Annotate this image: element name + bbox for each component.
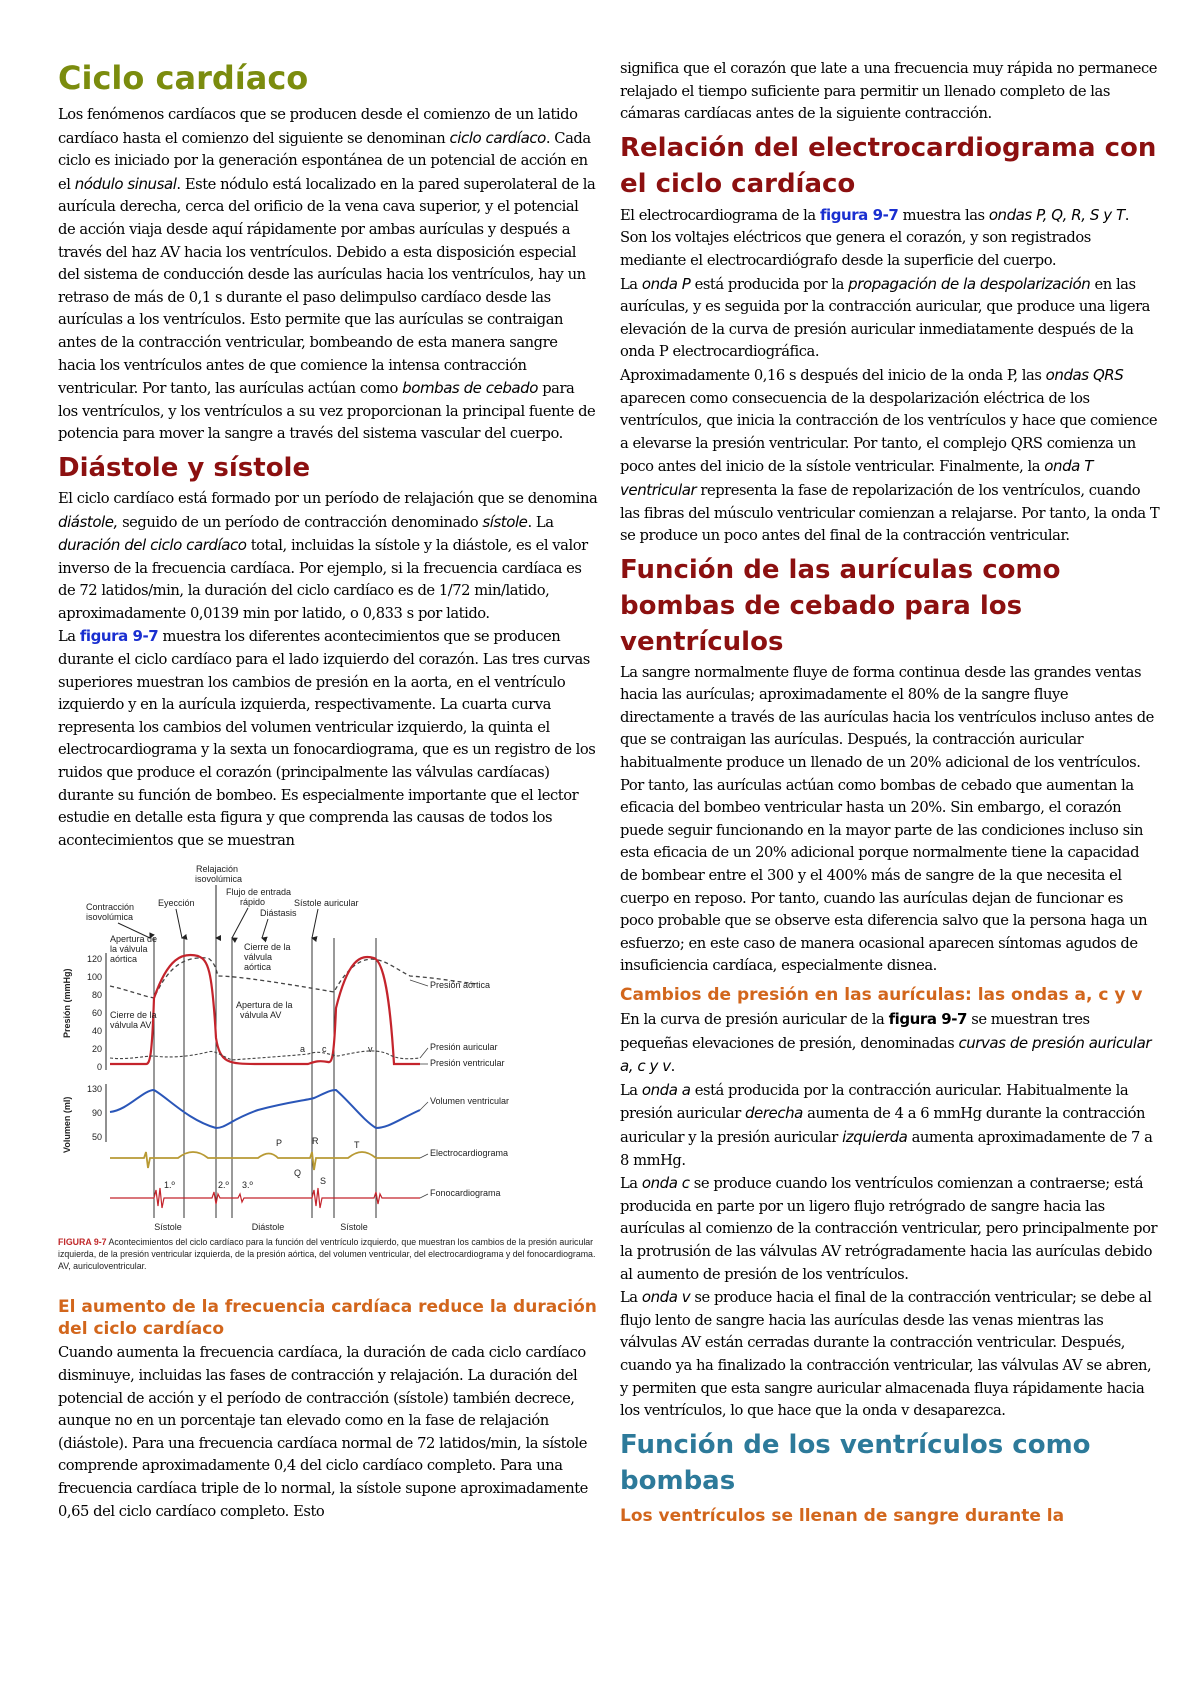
tick-120: 120 [86, 954, 102, 965]
tick-vol-50: 50 [91, 1132, 102, 1143]
right-column [620, 58, 1160, 1529]
axis-label-volumen: Volumen (ml) [62, 1097, 72, 1154]
label-electrocardiograma: Electrocardiograma [430, 1148, 509, 1159]
label-rapido: rápido [240, 897, 266, 908]
label-cierre-av-1: Cierre de la [110, 1010, 157, 1021]
figure-reference-link[interactable]: figura 9-7 [819, 205, 899, 224]
tick-60: 60 [91, 1008, 102, 1019]
paragraph-continuacion: significa que el corazón que late a una frecuencia muy rápida no permanece relajado el tiempo suficiente para permitir un llenado completo de las cámaras cardíacas antes de la siguiente contracción. [620, 60, 1158, 123]
heading-funcion-auriculas: Función de las aurículas como bombas de cebado para los ventrículos [620, 554, 1061, 657]
tick-0: 0 [96, 1062, 102, 1073]
curve-electrocardiograma [110, 1152, 420, 1170]
label-apertura-av-2: válvula AV [240, 1010, 282, 1021]
ecg-S: S [320, 1176, 327, 1187]
ecg-R: R [312, 1136, 319, 1147]
tick-100: 100 [86, 972, 102, 983]
label-cierre-aortica-2: válvula [244, 952, 273, 963]
paragraph-onda-v: La onda v se produce hacia el final de la contracción ventricular; se debe al flujo lento de sangre hacia las aurículas desde las venas mientras las válvulas AV están cerradas durante la contracción ventricular. Después, cuando ya ha finalizado la contracción ventricular, las válvulas AV se abren, y permiten que esta sangre auricular almacenada fluya rápidamente hacia los ventrículos, lo que hace que la onda v desaparezca. [620, 1288, 1152, 1420]
label-presion-aortica: Presión aórtica [430, 980, 491, 991]
label-sistole-2: Sístole [340, 1222, 368, 1233]
paragraph-frecuencia: Cuando aumenta la frecuencia cardíaca, la duración de cada ciclo cardíaco disminuye, incluidas las fases de contracción y relajación. La duración del potencial de acción y el período de contracción (sístole) también decrece, aunque no en un porcentaje tan elevado como en la fase de relajación (diástole). Para una frecuencia cardíaca normal de 72 latidos/min, la sístole comprende aproximadamente 0,4 del ciclo cardíaco completo. Para una frecuencia cardíaca triple de lo normal, la sístole supone aproximadamente 0,65 del ciclo cardíaco completo. Esto [58, 1344, 588, 1520]
tick-20: 20 [91, 1044, 102, 1055]
label-apertura-aortica-3: aórtica [110, 954, 138, 965]
label-fonocardiograma: Fonocardiograma [430, 1188, 501, 1199]
tick-80: 80 [91, 990, 102, 1001]
label-flujo: Flujo de entrada [226, 887, 292, 898]
label-contraccion: Contracción [86, 902, 135, 913]
sound-3: 3.º [242, 1180, 253, 1191]
label-relajacion: Relajación [196, 864, 239, 875]
label-cierre-aortica-1: Cierre de la [244, 942, 291, 953]
curve-volumen-ventricular [110, 1090, 420, 1128]
ecg-P: P [276, 1138, 283, 1149]
paragraph-ondas-qrs: Aproximadamente 0,16 s después del inicio de la onda P, las ondas QRS aparecen como consecuencia de la despolarización eléctrica de los ventrículos, que inicia la contracción de los ventrículos y hace que comience a elevarse la presión ventricular. Por tanto, el complejo QRS comienza un poco antes del inicio de la sístole ventricular. Finalmente, la onda T ventricular representa la fase de repolarización de los ventrículos, cuando las fibras del músculo ventricular comienzan a relajarse. Por tanto, la onda T se produce un poco antes del final de la contracción ventricular. [620, 365, 1160, 545]
figure-reference-link[interactable]: figura 9-7 [79, 627, 159, 646]
paragraph-onda-a: La onda a está producida por la contracción auricular. Habitualmente la presión auricular derecha aumenta de 4 a 6 mmHg durante la contracción auricular y la presión auricular izquierda aumenta aproximadamente de 7 a 8 mmHg. [620, 1080, 1153, 1169]
title-ciclo-cardiaco: Ciclo cardíaco [58, 59, 309, 97]
figure-reference: figura 9-7 [888, 1010, 968, 1028]
wave-a: a [300, 1044, 306, 1055]
curve-presion-auricular [110, 1051, 420, 1060]
label-cierre-aortica-3: aórtica [244, 962, 272, 973]
label-volumen-ventricular: Volumen ventricular [430, 1096, 510, 1107]
curve-presion-aortica [110, 958, 478, 998]
paragraph-ecg: El electrocardiograma de la figura 9-7 muestra las ondas P, Q, R, S y T. Son los voltajes eléctricos que genera el corazón, y son registrados mediante el electrocardiógrafo desde la superficie del cuerpo. [620, 205, 1129, 269]
label-apertura-aortica-2: la válvula [110, 944, 148, 955]
label-isovolumica-top: isovolúmica [195, 874, 243, 885]
sound-1: 1.º [164, 1180, 175, 1191]
label-diastasis: Diástasis [260, 908, 297, 919]
heading-funcion-ventriculos: Función de los ventrículos como bombas [620, 1429, 1091, 1496]
tick-vol-90: 90 [91, 1108, 102, 1119]
paragraph-figura-intro: La figura 9-7 muestra los diferentes acontecimientos que se producen durante el ciclo cardíaco para el lado izquierdo del corazón. Las tres curvas superiores muestran los cambios de presión en la aorta, en el ventrículo izquierdo y en la aurícula izquierda, respectivamente. La cuarta curva representa los cambios del volumen ventricular izquierdo, la quinta el electrocardiograma y la sexta un fonocardiograma, que es un registro de los ruidos que produce el corazón (principalmente las válvulas cardíacas) durante su función de bombeo. Es especialmente importante que el lector estudie en detalle esta figura y que comprenda las causas de todos los acontecimientos que se muestran [58, 627, 596, 849]
figure-cardiac-cycle [58, 858, 598, 1288]
label-sistole-1: Sístole [154, 1222, 182, 1233]
label-apertura-aortica-1: Apertura de [110, 934, 158, 945]
paragraph-diastole: El ciclo cardíaco está formado por un período de relajación que se denomina diástole, seguido de un período de contracción denominado sístole. La duración del ciclo cardíaco total, incluidas la sístole y la diástole, es el valor inverso de la frecuencia cardíaca. Por ejemplo, si la frecuencia cardíaca es de 72 latidos/min, la duración del ciclo cardíaco es de 1/72 min/latido, aproximadamente 0,0139 min por latido, o 0,833 s por latido. [58, 489, 598, 622]
label-diastole: Diástole [251, 1222, 285, 1233]
wave-v: v [368, 1044, 373, 1055]
ecg-T: T [354, 1140, 360, 1151]
heading-aumento-frecuencia: El aumento de la frecuencia cardíaca reduce la duración del ciclo cardíaco [58, 1297, 597, 1340]
axis-label-presion: Presión (mmHg) [62, 968, 72, 1039]
heading-ventriculos-llenan: Los ventrículos se llenan de sangre durante la [620, 1505, 1065, 1526]
paragraph-onda-c: La onda c se produce cuando los ventrículos comienzan a contraerse; está producida en parte por un ligero flujo retrógrado de sangre hacia las aurículas al comienzo de la contracción ventricular, pero principalmente por la protrusión de las válvulas AV retrógradamente hacia las aurículas debido al aumento de presión de los ventrículos. [620, 1174, 1158, 1283]
heading-cambios-presion: Cambios de presión en las aurículas: las ondas a, c y v [620, 985, 1143, 1005]
wave-c: c [322, 1044, 327, 1055]
tick-vol-130: 130 [86, 1084, 102, 1095]
ecg-Q: Q [294, 1168, 302, 1179]
paragraph-onda-p: La onda P está producida por la propagación de la despolarización en las aurículas, y es seguida por la contracción auricular, que produce una ligera elevación de la curva de presión auricular inmediatamente después de la onda P electrocardiográfica. [620, 274, 1150, 361]
label-apertura-av-1: Apertura de la [236, 1000, 293, 1011]
left-column [58, 58, 598, 1523]
label-isovolumica-left: isovolúmica [86, 912, 134, 923]
cardiac-cycle-diagram [58, 858, 598, 1236]
curve-fonocardiograma [110, 1188, 420, 1208]
figure-caption: FIGURA 9-7 Acontecimientos del ciclo cardíaco para la función del ventrículo izquierdo, que muestran los cambios de la presión auricular izquierda, de la presión ventricular izquierda, de la presión aórtica, del volumen ventricular, del electrocardiograma y del fonocardiograma. AV, auriculoventricular. [58, 1237, 596, 1272]
label-cierre-av-2: válvula AV [110, 1020, 152, 1031]
tick-40: 40 [91, 1026, 102, 1037]
heading-relacion-ecg: Relación del electrocardiograma con el ciclo cardíaco [620, 132, 1157, 199]
label-presion-auricular: Presión auricular [430, 1042, 498, 1053]
paragraph-auriculas: La sangre normalmente fluye de forma continua desde las grandes ventas hacia las aurículas; aproximadamente el 80% de la sangre fluye directamente a través de las aurículas hacia los ventrículos incluso antes de que se contraigan las aurículas. Después, la contracción auricular habitualmente produce un llenado de un 20% adicional de los ventrículos. Por tanto, las aurículas actúan como bombas de cebado que aumentan la eficacia del bombeo ventricular hasta un 20%. Sin embargo, el corazón puede seguir funcionando en la mayor parte de las condiciones incluso sin esta eficacia de un 20% adicional porque normalmente tiene la capacidad de bombear entre el 300 y el 400% más de sangre de la que necesita el cuerpo en reposo. Por tanto, cuando las aurículas dejan de funcionar es poco probable que se observe esta diferencia salvo que la persona haga un esfuerzo; en este caso de manera ocasional aparecen síntomas agudos de insuficiencia cardíaca, especialmente disnea. [620, 663, 1154, 975]
label-presion-ventricular: Presión ventricular [430, 1058, 505, 1069]
heading-diastole-sistole: Diástole y sístole [58, 452, 311, 483]
label-sistole-auricular: Sístole auricular [294, 898, 359, 909]
paragraph-curvas-presion: En la curva de presión auricular de la figura 9-7 se muestran tres pequeñas elevaciones de presión, denominadas curvas de presión auricular a, c y v. [620, 1010, 1152, 1076]
label-eyeccion: Eyección [158, 898, 195, 909]
paragraph-intro: Los fenómenos cardíacos que se producen desde el comienzo de un latido cardíaco hasta el comienzo del siguiente se denominan ciclo cardíaco. Cada ciclo es iniciado por la generación espontánea de un potencial de acción en el nódulo sinusal. Este nódulo está localizado en la pared superolateral de la aurícula derecha, cerca del orificio de la vena cava superior, y el potencial de acción viaja desde aquí rápidamente por ambas aurículas y después a través del haz AV hacia los ventrículos. Debido a esta disposición especial del sistema de conducción desde las aurículas hacia los ventrículos, hay un retraso de más de 0,1 s durante el paso delimpulso cardíaco desde las aurículas a los ventrículos. Esto permite que las aurículas se contraigan antes de la contracción ventricular, bombeando de esta manera sangre hacia los ventrículos antes de que comience la intensa contracción ventricular. Por tanto, las aurículas actúan como bombas de cebado para los ventrículos, y los ventrículos a su vez proporcionan la principal fuente de potencia para mover la sangre a través del sistema vascular del cuerpo. [58, 106, 596, 443]
sound-2: 2.º [218, 1180, 229, 1191]
